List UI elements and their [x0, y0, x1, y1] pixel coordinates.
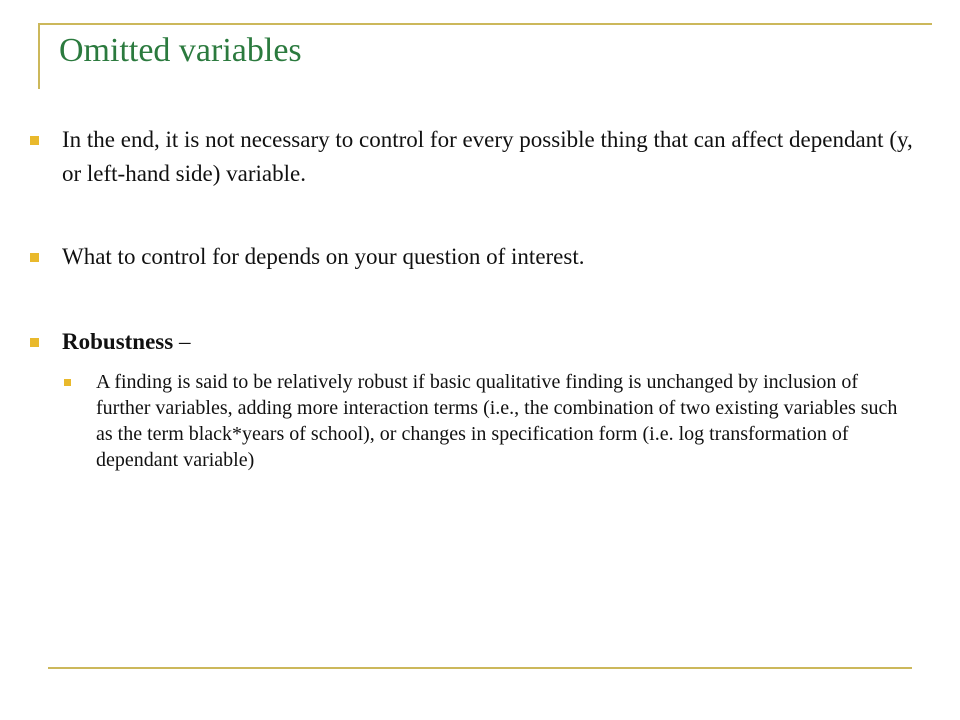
bullet-text: –: [173, 329, 191, 354]
bullet-item: [62, 123, 920, 191]
bullet-item: [62, 240, 920, 274]
sub-bullet-text: A finding is said to be relatively robust if basic qualitative finding is unchanged by inclusion of further variables, adding more interaction terms (i.e., the combination of two existing variables such as the term black*years of school), or changes in specification form (i.e. log transformation of dependant variable): [96, 371, 898, 471]
square-bullet-icon: [30, 136, 39, 145]
bullet-text: In the end, it is not necessary to control for every possible thing that can affect dependant (y, or left-hand side) variable.: [62, 127, 913, 186]
square-bullet-icon: [64, 379, 71, 386]
bullet-item: [62, 325, 920, 359]
square-bullet-icon: [30, 253, 39, 262]
slide-title: Omitted variables: [59, 32, 302, 69]
bullet-text: What to control for depends on your question of interest.: [62, 244, 585, 269]
square-bullet-icon: [30, 338, 39, 347]
sub-bullet-item: [96, 369, 914, 473]
bullet-bold-text: Robustness: [62, 329, 174, 354]
